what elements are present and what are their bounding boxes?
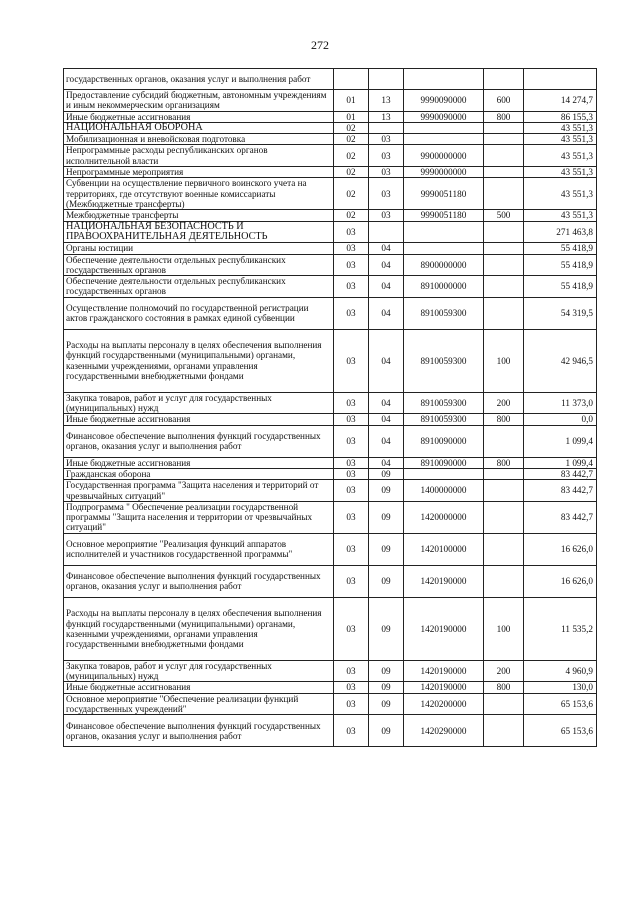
- row-target-article-code: 9990000000: [404, 167, 484, 178]
- table-row: [64, 178, 597, 210]
- row-target-article-code: 1420190000: [404, 682, 484, 693]
- row-expense-type-code: [484, 145, 524, 167]
- row-subsection-code: 03: [369, 178, 404, 210]
- row-target-article-code: 9990051180: [404, 178, 484, 210]
- row-name: Непрограммные расходы республиканских органов исполнительной власти: [64, 145, 334, 167]
- row-amount: 271 463,8: [524, 221, 597, 243]
- row-target-article-code: 1420190000: [404, 565, 484, 597]
- row-name: Обеспечение деятельности отдельных республиканских государственных органов: [64, 254, 334, 276]
- row-target-article-code: 9990051180: [404, 210, 484, 221]
- table-row: [64, 221, 597, 243]
- row-amount: 54 319,5: [524, 297, 597, 329]
- row-expense-type-code: [484, 254, 524, 276]
- row-amount: [524, 69, 597, 90]
- table-row: [64, 565, 597, 597]
- row-amount: 65 153,6: [524, 693, 597, 715]
- table-row: [64, 660, 597, 682]
- row-name: Подпрограмма " Обеспечение реализации государственной программы "Защита населения и территории от чрезвычайных ситуаций": [64, 501, 334, 533]
- row-target-article-code: 1420000000: [404, 501, 484, 533]
- table-row: [64, 134, 597, 145]
- row-target-article-code: 8910059300: [404, 392, 484, 414]
- row-target-article-code: 1420190000: [404, 660, 484, 682]
- row-name: Финансовое обеспечение выполнения функций государственных органов, оказания услуг и выполнения работ: [64, 565, 334, 597]
- row-expense-type-code: 200: [484, 392, 524, 414]
- row-name: Обеспечение деятельности отдельных республиканских государственных органов: [64, 276, 334, 298]
- row-target-article-code: 1420190000: [404, 597, 484, 660]
- row-section-code: 03: [334, 533, 369, 565]
- row-section-code: 03: [334, 597, 369, 660]
- row-section-code: 03: [334, 715, 369, 747]
- row-name: Основное мероприятие "Реализация функций аппаратов исполнителей и участников государственной программы": [64, 533, 334, 565]
- row-section-code: 03: [334, 468, 369, 479]
- row-name: Иные бюджетные ассигнования: [64, 414, 334, 425]
- row-target-article-code: [404, 122, 484, 133]
- table-row: [64, 90, 597, 112]
- row-amount: 86 155,3: [524, 111, 597, 122]
- row-name: Мобилизационная и вневойсковая подготовка: [64, 134, 334, 145]
- row-expense-type-code: [484, 297, 524, 329]
- row-subsection-code: 03: [369, 167, 404, 178]
- row-expense-type-code: [484, 221, 524, 243]
- row-expense-type-code: 800: [484, 457, 524, 468]
- row-name: Расходы на выплаты персоналу в целях обеспечения выполнения функций государственными (муниципальными) органами, казенными учреждениями, органами управления государственными внебюджетными фондами: [64, 329, 334, 392]
- row-section-code: 03: [334, 221, 369, 243]
- row-section-code: [334, 69, 369, 90]
- row-subsection-code: 04: [369, 243, 404, 254]
- row-amount: 11 535,2: [524, 597, 597, 660]
- table-row: [64, 533, 597, 565]
- row-expense-type-code: [484, 276, 524, 298]
- row-section-code: 02: [334, 167, 369, 178]
- row-target-article-code: 8910090000: [404, 457, 484, 468]
- row-amount: 43 551,3: [524, 145, 597, 167]
- row-target-article-code: 8910059300: [404, 329, 484, 392]
- row-target-article-code: [404, 243, 484, 254]
- row-subsection-code: 04: [369, 297, 404, 329]
- row-amount: 1 099,4: [524, 425, 597, 457]
- row-subsection-code: 04: [369, 457, 404, 468]
- row-subsection-code: 04: [369, 276, 404, 298]
- row-subsection-code: 13: [369, 90, 404, 112]
- row-expense-type-code: [484, 178, 524, 210]
- table-row: [64, 425, 597, 457]
- table-row: [64, 457, 597, 468]
- row-target-article-code: 1400000000: [404, 480, 484, 502]
- table-row: [64, 392, 597, 414]
- row-section-code: 02: [334, 122, 369, 133]
- table-row: [64, 597, 597, 660]
- table-row: [64, 243, 597, 254]
- row-amount: 43 551,3: [524, 122, 597, 133]
- row-name: Государственная программа "Защита населения и территорий от чрезвычайных ситуаций": [64, 480, 334, 502]
- row-expense-type-code: [484, 69, 524, 90]
- row-name: НАЦИОНАЛЬНАЯ ОБОРОНА: [64, 122, 334, 133]
- row-target-article-code: 1420290000: [404, 715, 484, 747]
- row-name: Межбюджетные трансферты: [64, 210, 334, 221]
- row-section-code: 03: [334, 457, 369, 468]
- row-subsection-code: 04: [369, 414, 404, 425]
- row-subsection-code: 09: [369, 480, 404, 502]
- row-subsection-code: 03: [369, 134, 404, 145]
- row-amount: 130,0: [524, 682, 597, 693]
- row-name: НАЦИОНАЛЬНАЯ БЕЗОПАСНОСТЬ И ПРАВООХРАНИТЕЛЬНАЯ ДЕЯТЕЛЬНОСТЬ: [64, 221, 334, 243]
- row-target-article-code: 8900000000: [404, 254, 484, 276]
- row-amount: 83 442,7: [524, 501, 597, 533]
- row-expense-type-code: 800: [484, 682, 524, 693]
- budget-table: [63, 68, 597, 747]
- row-name: Субвенции на осуществление первичного воинского учета на территориях, где отсутствуют военные комиссариаты (Межбюджетные трансферты): [64, 178, 334, 210]
- row-subsection-code: [369, 221, 404, 243]
- row-expense-type-code: [484, 134, 524, 145]
- row-section-code: 03: [334, 329, 369, 392]
- row-target-article-code: 8910059300: [404, 414, 484, 425]
- row-expense-type-code: [484, 122, 524, 133]
- table-row: [64, 122, 597, 133]
- row-subsection-code: 09: [369, 468, 404, 479]
- row-subsection-code: 04: [369, 329, 404, 392]
- row-name: Иные бюджетные ассигнования: [64, 457, 334, 468]
- row-expense-type-code: 800: [484, 111, 524, 122]
- row-expense-type-code: [484, 533, 524, 565]
- table-row: [64, 69, 597, 90]
- row-target-article-code: 8910000000: [404, 276, 484, 298]
- row-section-code: 03: [334, 693, 369, 715]
- table-row: [64, 111, 597, 122]
- row-subsection-code: 03: [369, 210, 404, 221]
- row-amount: 83 442,7: [524, 468, 597, 479]
- row-target-article-code: [404, 221, 484, 243]
- row-expense-type-code: [484, 693, 524, 715]
- row-amount: 4 960,9: [524, 660, 597, 682]
- row-subsection-code: 09: [369, 660, 404, 682]
- row-expense-type-code: [484, 480, 524, 502]
- table-row: [64, 210, 597, 221]
- page-number: 272: [311, 38, 329, 52]
- row-subsection-code: [369, 122, 404, 133]
- table-row: [64, 715, 597, 747]
- row-subsection-code: 13: [369, 111, 404, 122]
- row-subsection-code: 09: [369, 682, 404, 693]
- row-section-code: 03: [334, 254, 369, 276]
- row-name: Основное мероприятие "Обеспечение реализации функций государственных учреждений": [64, 693, 334, 715]
- row-amount: 1 099,4: [524, 457, 597, 468]
- row-expense-type-code: 100: [484, 597, 524, 660]
- row-amount: 0,0: [524, 414, 597, 425]
- row-name: Органы юстиции: [64, 243, 334, 254]
- row-subsection-code: 04: [369, 392, 404, 414]
- row-section-code: 01: [334, 111, 369, 122]
- row-expense-type-code: [484, 468, 524, 479]
- row-section-code: 03: [334, 660, 369, 682]
- table-row: [64, 297, 597, 329]
- row-target-article-code: [404, 69, 484, 90]
- row-subsection-code: [369, 69, 404, 90]
- row-expense-type-code: [484, 715, 524, 747]
- row-name: Закупка товаров, работ и услуг для государственных (муниципальных) нужд: [64, 660, 334, 682]
- table-row: [64, 480, 597, 502]
- row-target-article-code: 1420200000: [404, 693, 484, 715]
- row-section-code: 03: [334, 682, 369, 693]
- row-section-code: 02: [334, 134, 369, 145]
- row-name: Расходы на выплаты персоналу в целях обеспечения выполнения функций государственными (муниципальными) органами, казенными учреждениями, органами управления государственными внебюджетными фондами: [64, 597, 334, 660]
- table-row: [64, 254, 597, 276]
- table-row: [64, 693, 597, 715]
- row-amount: 55 418,9: [524, 254, 597, 276]
- row-subsection-code: 09: [369, 533, 404, 565]
- row-section-code: 03: [334, 425, 369, 457]
- row-amount: 16 626,0: [524, 565, 597, 597]
- table-row: [64, 167, 597, 178]
- row-expense-type-code: 100: [484, 329, 524, 392]
- row-subsection-code: 09: [369, 501, 404, 533]
- row-name: Финансовое обеспечение выполнения функций государственных органов, оказания услуг и выполнения работ: [64, 715, 334, 747]
- row-amount: 55 418,9: [524, 276, 597, 298]
- row-expense-type-code: 600: [484, 90, 524, 112]
- table-row: [64, 276, 597, 298]
- row-amount: 42 946,5: [524, 329, 597, 392]
- row-target-article-code: 9990090000: [404, 111, 484, 122]
- row-subsection-code: 09: [369, 715, 404, 747]
- row-name: Закупка товаров, работ и услуг для государственных (муниципальных) нужд: [64, 392, 334, 414]
- table-row: [64, 329, 597, 392]
- row-section-code: 03: [334, 501, 369, 533]
- row-section-code: 03: [334, 297, 369, 329]
- row-expense-type-code: 200: [484, 660, 524, 682]
- row-amount: 14 274,7: [524, 90, 597, 112]
- row-target-article-code: 1420100000: [404, 533, 484, 565]
- row-subsection-code: 04: [369, 425, 404, 457]
- row-amount: 43 551,3: [524, 210, 597, 221]
- row-name: Предоставление субсидий бюджетным, автономным учреждениям и иным некоммерческим организациям: [64, 90, 334, 112]
- row-subsection-code: 04: [369, 254, 404, 276]
- row-expense-type-code: [484, 501, 524, 533]
- row-section-code: 03: [334, 243, 369, 254]
- row-amount: 43 551,3: [524, 178, 597, 210]
- budget-table-body: [64, 69, 597, 747]
- row-target-article-code: 8910059300: [404, 297, 484, 329]
- row-name: Финансовое обеспечение выполнения функций государственных органов, оказания услуг и выполнения работ: [64, 425, 334, 457]
- table-row: [64, 414, 597, 425]
- row-amount: 43 551,3: [524, 134, 597, 145]
- row-amount: 16 626,0: [524, 533, 597, 565]
- row-target-article-code: 9990090000: [404, 90, 484, 112]
- row-section-code: 02: [334, 210, 369, 221]
- row-target-article-code: 8910090000: [404, 425, 484, 457]
- row-name: Гражданская оборона: [64, 468, 334, 479]
- row-expense-type-code: [484, 425, 524, 457]
- row-subsection-code: 03: [369, 145, 404, 167]
- row-expense-type-code: 800: [484, 414, 524, 425]
- row-target-article-code: [404, 468, 484, 479]
- row-target-article-code: 9900000000: [404, 145, 484, 167]
- table-row: [64, 468, 597, 479]
- row-amount: 43 551,3: [524, 167, 597, 178]
- row-amount: 65 153,6: [524, 715, 597, 747]
- row-name: Непрограммные мероприятия: [64, 167, 334, 178]
- row-section-code: 03: [334, 392, 369, 414]
- row-amount: 83 442,7: [524, 480, 597, 502]
- row-section-code: 02: [334, 145, 369, 167]
- row-section-code: 03: [334, 565, 369, 597]
- row-subsection-code: 09: [369, 597, 404, 660]
- row-expense-type-code: 500: [484, 210, 524, 221]
- row-name: Иные бюджетные ассигнования: [64, 111, 334, 122]
- row-subsection-code: 09: [369, 565, 404, 597]
- row-name: государственных органов, оказания услуг и выполнения работ: [64, 69, 334, 90]
- row-expense-type-code: [484, 243, 524, 254]
- row-section-code: 03: [334, 414, 369, 425]
- table-row: [64, 682, 597, 693]
- table-row: [64, 501, 597, 533]
- row-section-code: 01: [334, 90, 369, 112]
- row-name: Осуществление полномочий по государственной регистрации актов гражданского состояния в рамках единой субвенции: [64, 297, 334, 329]
- row-section-code: 03: [334, 480, 369, 502]
- row-amount: 55 418,9: [524, 243, 597, 254]
- row-section-code: 03: [334, 276, 369, 298]
- row-expense-type-code: [484, 565, 524, 597]
- row-subsection-code: 09: [369, 693, 404, 715]
- row-expense-type-code: [484, 167, 524, 178]
- row-section-code: 02: [334, 178, 369, 210]
- row-amount: 11 373,0: [524, 392, 597, 414]
- table-row: [64, 145, 597, 167]
- row-target-article-code: [404, 134, 484, 145]
- row-name: Иные бюджетные ассигнования: [64, 682, 334, 693]
